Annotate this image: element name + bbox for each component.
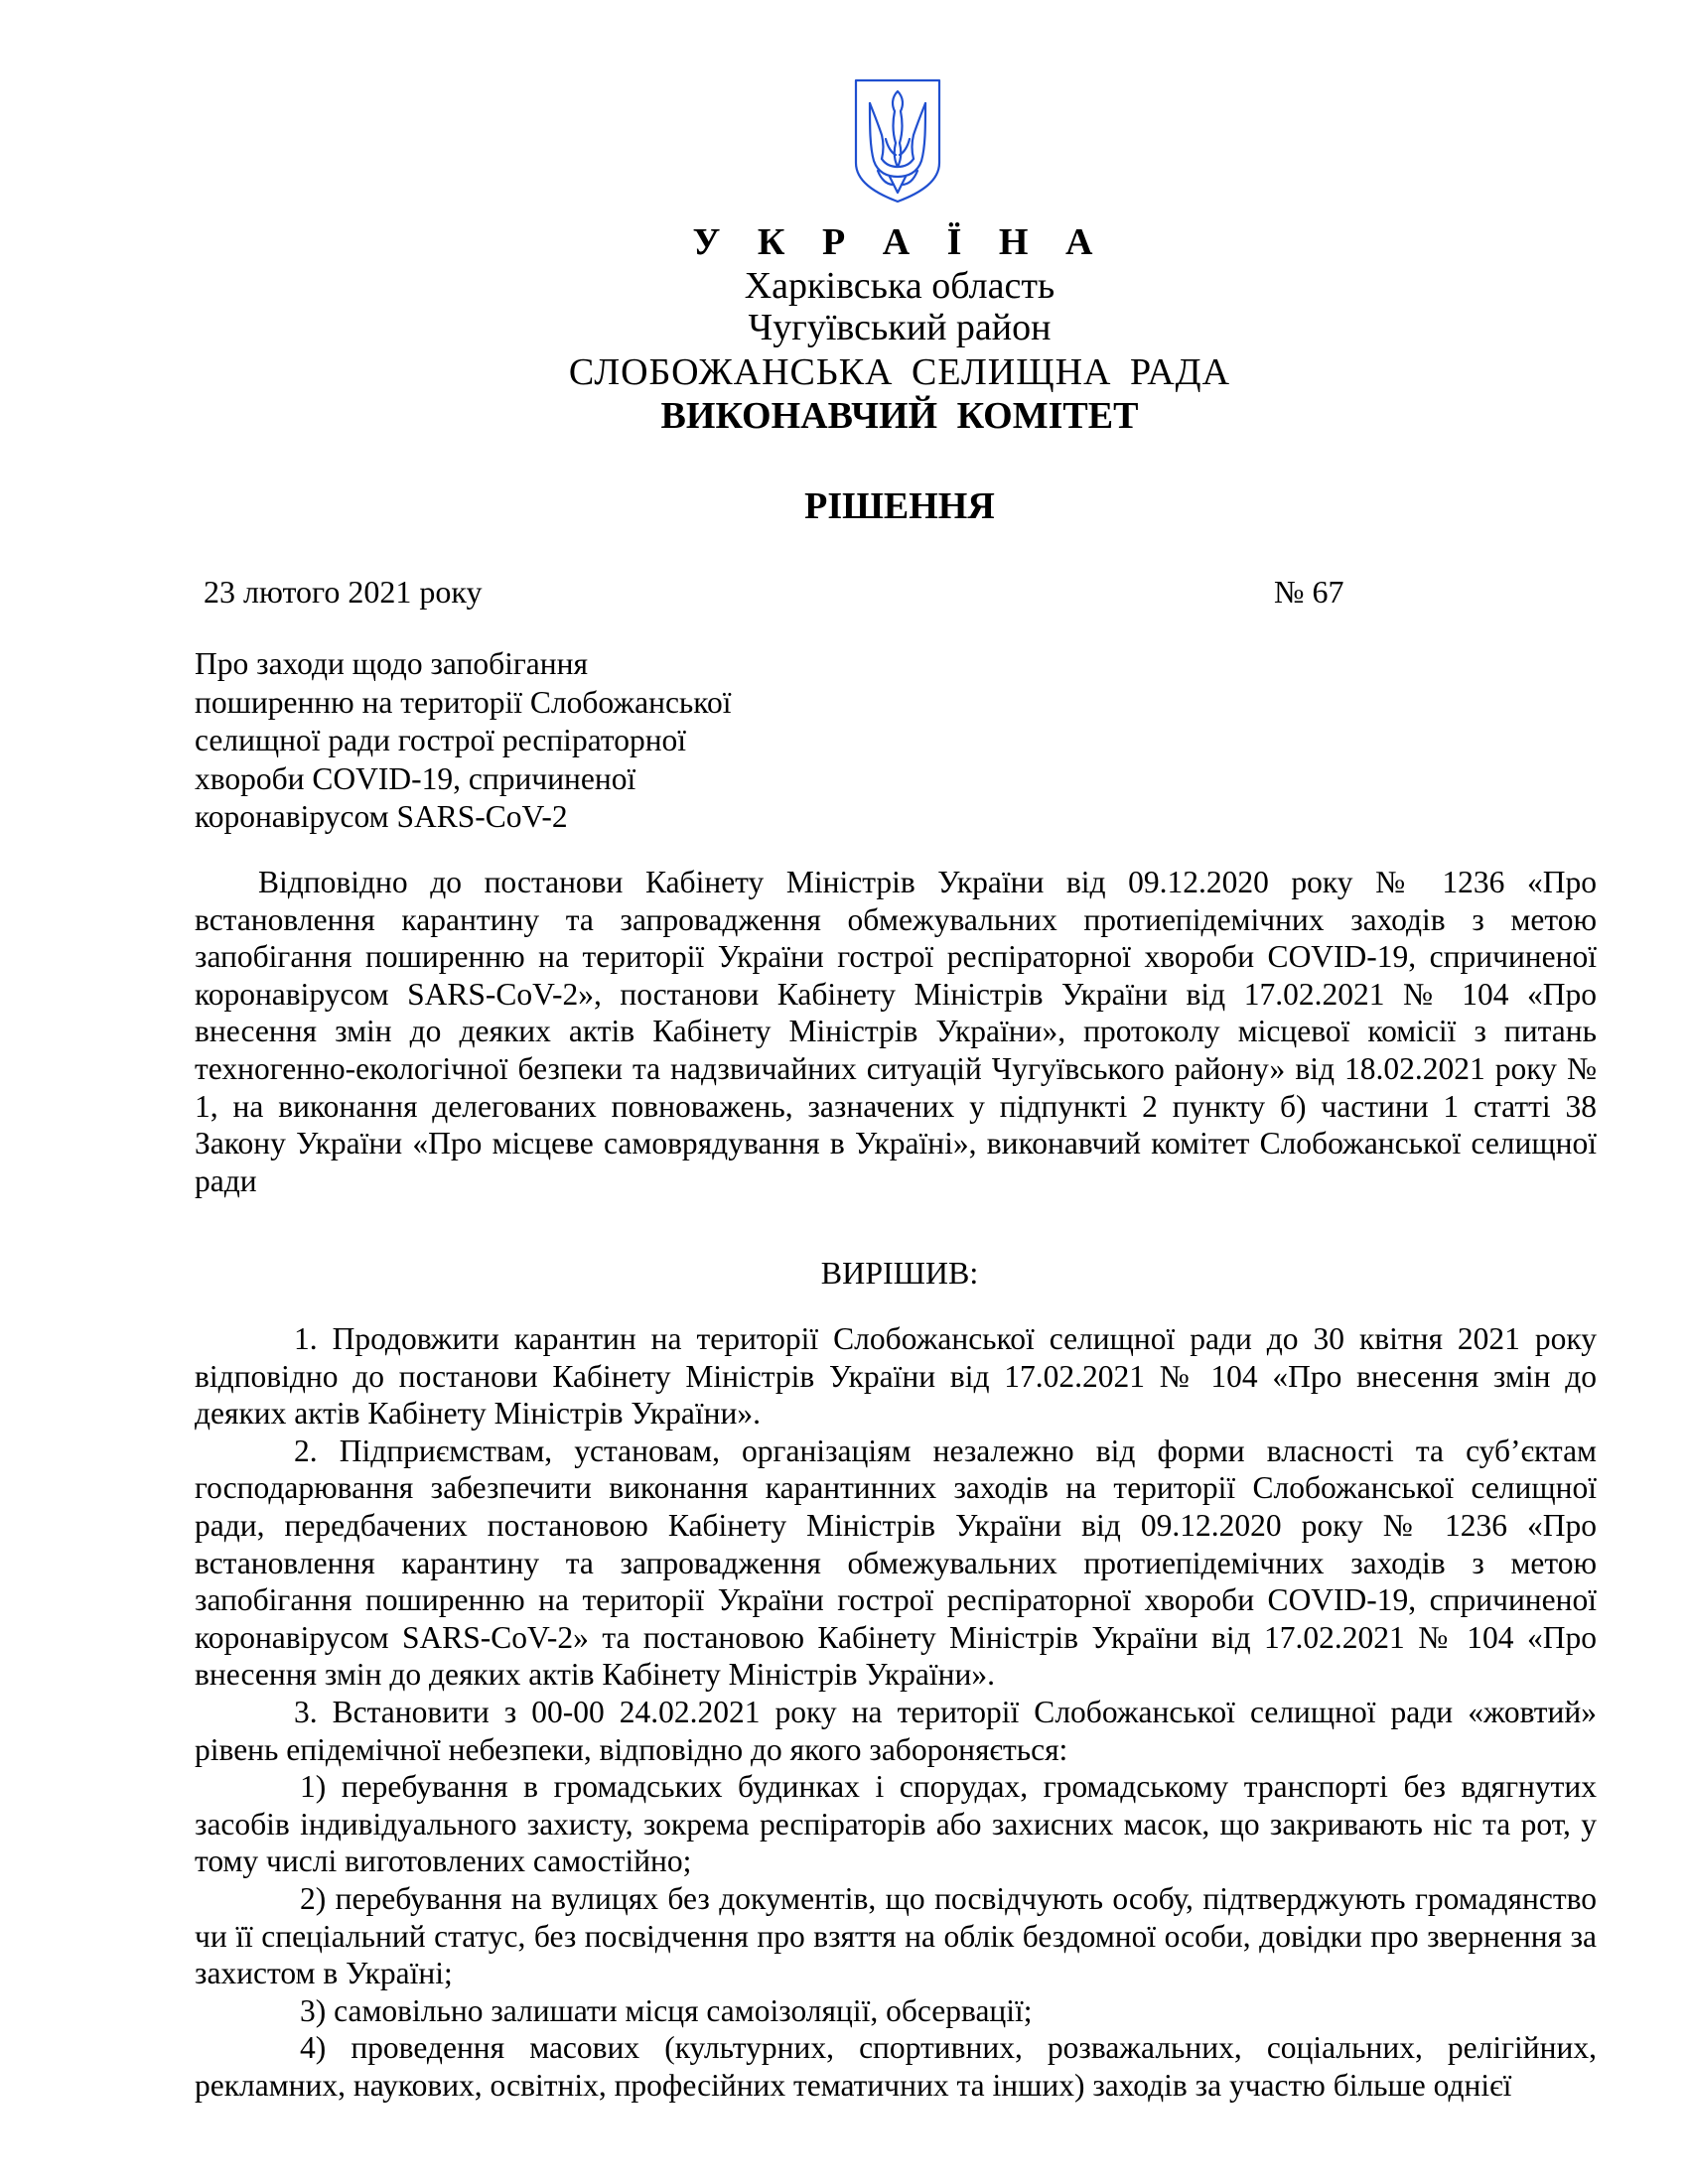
- preamble-block: [195, 864, 1597, 1199]
- resolved-heading: ВИРІШИВ:: [820, 1255, 979, 1291]
- decision-item: 3. Встановити з 00-00 24.02.2021 року на території Слобожанської селищної ради «жовтий» рівень епідемічної небезпеки, відповідно до якого забороняється:: [195, 1694, 1597, 1767]
- preamble-paragraph: Відповідно до постанови Кабінету Міністрів України від 09.12.2020 року № 1236 «Про встановлення карантину та запровадження обмежувальних протиепідемічних заходів з метою запобігання поширенню на території України гострої респіраторної хвороби COVID-19, спричиненої коронавірусом SARS-CoV-2», постанови Кабінету Міністрів України від 17.02.2021 № 104 «Про внесення змін до деяких актів Кабінету Міністрів України», протоколу місцевої комісії з питань техногенно-екологічної безпеки та надзвичайних ситуацій Чугуївського району» від 18.02.2021 року № 1, на виконання делегованих повноважень, зазначених у підпункті 2 пункту б) частини 1 статті 38 Закону України «Про місцеве самоврядування в Україні», виконавчий комітет Слобожанської селищної ради: [195, 865, 1597, 1198]
- decision-subject: [195, 645, 732, 837]
- decision-subitem: 4) проведення масових (культурних, спортивних, розважальних, соціальних, релігійних, рекламних, наукових, освітніх, професійних тематичних та інших) заходів за участю більше однієї: [195, 2030, 1597, 2103]
- decision-subitem: 1) перебування в громадських будинках і спорудах, громадському транспорті без вдягнутих засобів індивідуального захисту, зокрема респіраторів або захисних масок, що закривають ніс та рот, у тому числі виготовлених самостійно;: [195, 1769, 1597, 1879]
- subject-line: селищної ради гострої респіраторної: [195, 723, 687, 757]
- subject-line: поширенню на території Слобожанської: [195, 684, 732, 720]
- subject-line: хвороби COVID-19, спричиненої: [195, 760, 636, 796]
- raion-name: Чугуївський район: [748, 307, 1052, 348]
- country-name: У К Р А Ї Н А: [692, 221, 1107, 263]
- decision-subitem: 2) перебування на вулицях без документів, що посвідчують особу, підтверджують громадянство чи її спеціальний статус, без посвідчення про взяття на облік бездомної особи, довідки про звернення за захистом в Україні;: [195, 1880, 1597, 1991]
- trident-coat-of-arms-icon: [852, 77, 943, 205]
- subject-line: Про заходи щодо запобігання: [195, 646, 588, 681]
- decision-item: 1. Продовжити карантин на території Слобожанської селищної ради до 30 квітня 2021 року відповідно до постанови Кабінету Міністрів України від 17.02.2021 № 104 «Про внесення змін до деяких актів Кабінету Міністрів України».: [195, 1321, 1597, 1432]
- decision-item: 2. Підприємствам, установам, організаціям незалежно від форми власності та суб’єктам господарювання забезпечити виконання карантинних заходів на території Слобожанської селищної ради, передбачених постановою Кабінету Міністрів України від 09.12.2020 року № 1236 «Про встановлення карантину та запровадження обмежувальних протиепідемічних заходів з метою запобігання поширенню на території України гострої респіраторної хвороби COVID-19, спричиненої коронавірусом SARS-CoV-2» та постановою Кабінету Міністрів України від 17.02.2021 № 104 «Про внесення змін до деяких актів Кабінету Міністрів України».: [195, 1433, 1597, 1693]
- decision-date: 23 лютого 2021 року: [204, 574, 483, 610]
- oblast-name: Харківська область: [744, 265, 1055, 307]
- document-type-title: РІШЕННЯ: [804, 485, 995, 527]
- committee-name: ВИКОНАВЧИЙ КОМІТЕТ: [660, 395, 1139, 437]
- decision-subitem: 3) самовільно залишати місця самоізоляції, обсервації;: [300, 1992, 1033, 2028]
- decision-items: [195, 1320, 1597, 2104]
- decision-number: № 67: [1274, 574, 1344, 610]
- council-name: СЛОБОЖАНСЬКА СЕЛИЩНА РАДА: [568, 351, 1231, 393]
- subject-line: коронавірусом SARS-CoV-2: [195, 799, 568, 834]
